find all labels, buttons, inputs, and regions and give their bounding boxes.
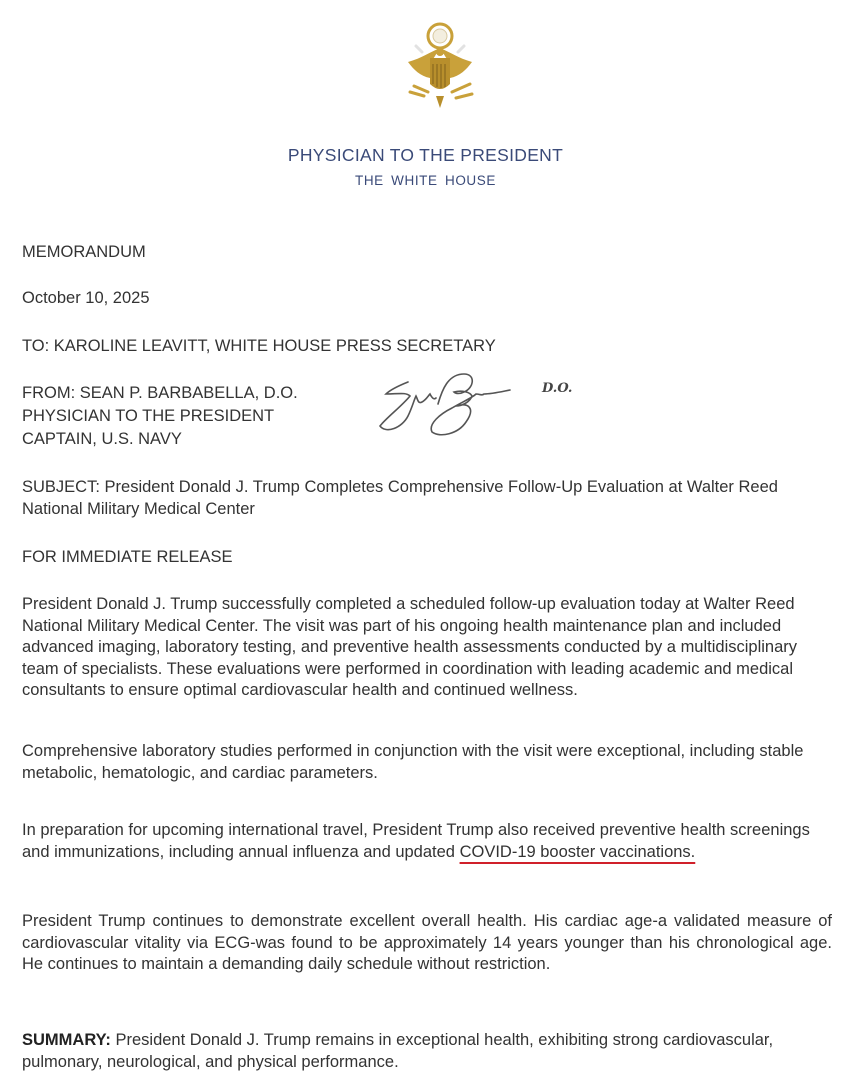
release-label: FOR IMMEDIATE RELEASE xyxy=(22,548,233,566)
paragraph-3-text: In preparation for upcoming international travel, President Trump also received preventive health screenings and immunizations, including annual influenza and updated xyxy=(22,821,810,861)
highlighted-vaccination-text: COVID-19 booster vaccinations. xyxy=(459,842,696,861)
letterhead-subtitle: THE WHITE HOUSE xyxy=(354,173,496,188)
body-paragraph-3 xyxy=(22,820,832,863)
letterhead-title: PHYSICIAN TO THE PRESIDENT xyxy=(287,145,564,165)
great-seal-eagle-icon xyxy=(400,18,480,114)
memo-type: MEMORANDUM xyxy=(22,243,146,261)
summary-paragraph xyxy=(22,1030,832,1073)
signature-suffix: D.O. xyxy=(542,381,573,396)
memo-from-title: PHYSICIAN TO THE PRESIDENT xyxy=(22,407,275,425)
memo-from: FROM: SEAN P. BARBABELLA, D.O. xyxy=(22,384,298,402)
memo-date: October 10, 2025 xyxy=(22,289,150,307)
body-paragraph-4: President Trump continues to demonstrate excellent overall health. His cardiac age-a validated measure of cardiovascular vitality via ECG-was found to be approximately 14 years younger than his chronological age. He continues to maintain a demanding daily schedule without restriction. xyxy=(22,912,832,973)
memo-from-rank: CAPTAIN, U.S. NAVY xyxy=(22,430,182,448)
memo-subject: SUBJECT: President Donald J. Trump Completes Comprehensive Follow-Up Evaluation at Walter Reed National Military Medical Center xyxy=(22,478,778,518)
body-paragraph-1: President Donald J. Trump successfully completed a scheduled follow-up evaluation today at Walter Reed National Military Medical Center. The visit was part of his ongoing health maintenance plan and included advanced imaging, laboratory testing, and preventive health assessments conducted by a multidisciplinary team of specialists. These evaluations were performed in coordination with leading academic and medical consultants to ensure optimal cardiovascular health and continued wellness. xyxy=(22,595,798,699)
summary-text: President Donald J. Trump remains in exceptional health, exhibiting strong cardiovascular, pulmonary, neurological, and physical performance. xyxy=(22,1031,774,1071)
memo-to: TO: KAROLINE LEAVITT, WHITE HOUSE PRESS SECRETARY xyxy=(22,337,496,355)
summary-label: SUMMARY: xyxy=(22,1031,111,1049)
body-paragraph-2: Comprehensive laboratory studies performed in conjunction with the visit were exceptional, including stable metabolic, hematologic, and cardiac parameters. xyxy=(22,742,804,782)
handwritten-signature xyxy=(372,370,592,440)
